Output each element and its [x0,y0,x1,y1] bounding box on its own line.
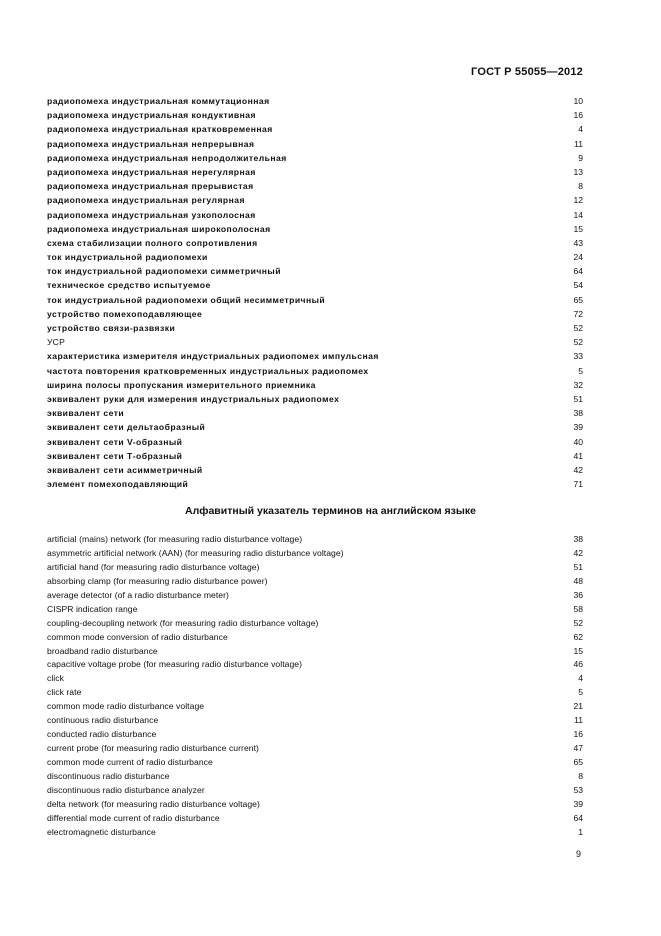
index-page-ref: 11 [574,138,583,149]
index-term: capacitive voltage probe (for measuring radio disturbance voltage) [47,659,303,670]
index-entry [47,420,583,434]
index-term: common mode radio disturbance voltage [47,701,205,712]
index-page-ref: 65 [573,757,583,767]
index-entry [47,631,583,645]
index-page-ref: 71 [573,479,583,490]
index-entry [47,658,583,672]
index-entry [47,784,583,798]
index-page-ref: 14 [573,209,583,220]
index-term: радиопомеха индустриальная непрерывная [47,138,255,149]
index-page-ref: 47 [573,743,583,754]
index-term: УСР [47,337,65,348]
index-page-ref: 9 [578,152,583,163]
index-term: радиопомеха индустриальная нерегулярная [47,166,256,177]
index-page-ref: 42 [573,464,583,475]
index-term: радиопомеха индустриальная прерывистая [47,181,254,192]
index-term: broadband radio disturbance [47,645,158,656]
index-term: ток индустриальной радиопомехи [47,252,208,263]
index-term: coupling-decoupling network (for measuring radio disturbance voltage) [47,617,319,628]
index-page-ref: 54 [573,280,583,291]
index-page-ref: 15 [573,645,583,656]
index-page-ref: 42 [573,547,583,558]
index-entry [47,122,583,136]
index-page-ref: 65 [573,294,583,305]
index-page-ref: 64 [573,266,583,277]
index-entry [47,714,583,728]
index-page-ref: 16 [573,729,583,740]
index-entry [47,165,583,179]
index-page-ref: 52 [573,323,583,333]
index-page-ref: 1 [578,826,583,837]
index-page-ref: 39 [573,422,583,433]
index-entry [47,686,583,700]
index-term: ток индустриальной радиопомехи симметричный [47,266,281,277]
index-entry [47,208,583,222]
index-page-ref: 24 [573,252,583,263]
index-entry [47,812,583,826]
index-entry [47,770,583,784]
index-page-ref: 16 [573,110,583,121]
index-page-ref: 51 [573,393,583,404]
index-entry [47,728,583,742]
index-page-ref: 33 [573,351,583,362]
index-page-ref: 12 [573,195,583,206]
index-entry [47,756,583,770]
index-entry [47,477,583,491]
index-term: common mode current of radio disturbance [47,757,213,767]
index-page-ref: 62 [573,631,583,642]
index-term: эквивалент сети [47,408,125,419]
index-entry [47,700,583,714]
index-page-ref: 41 [573,450,583,461]
index-page-ref: 13 [573,166,583,177]
index-term: эквивалент сети дельтаобразный [47,422,206,433]
index-term: радиопомеха индустриальная кондуктивная [47,110,256,121]
index-page-ref: 15 [573,223,583,234]
index-term: asymmetric artificial network (AAN) (for measuring radio disturbance voltage) [47,547,344,558]
index-entry [47,94,583,108]
index-entry [47,278,583,292]
index-term: click [47,673,64,684]
index-entry [47,321,583,335]
index-entry [47,307,583,321]
index-entry [47,798,583,812]
index-term: click rate [47,687,82,698]
index-page-ref: 72 [573,308,583,319]
index-term: electromagnetic disturbance [47,826,156,837]
index-page-ref: 48 [573,575,583,586]
index-entry [47,250,583,264]
index-term: радиопомеха индустриальная кратковременная [47,124,273,135]
index-term: absorbing clamp (for measuring radio disturbance power) [47,575,268,586]
index-entry [47,378,583,392]
document-standard-header: ГОСТ Р 55055—2012 [471,66,583,78]
index-page-ref: 4 [578,673,583,684]
index-page-ref: 51 [573,561,583,572]
index-term: устройство помехоподавляющее [47,308,203,319]
index-term: схема стабилизации полного сопротивления [47,237,258,248]
index-entry [47,575,583,589]
index-term: техническое средство испытуемое [47,280,211,291]
index-term: CISPR indication range [47,603,138,614]
index-page-ref: 58 [573,603,583,614]
index-entry [47,236,583,250]
index-page-ref: 52 [573,617,583,628]
index-entry [47,463,583,477]
index-term: discontinuous radio disturbance analyzer [47,784,205,795]
index-term: устройство связи-развязки [47,323,176,333]
index-entry [47,547,583,561]
index-entry [47,108,583,122]
index-entry [47,335,583,349]
russian-term-index [47,94,583,491]
index-page-ref: 38 [573,534,583,544]
page-number: 9 [575,849,581,859]
index-entry [47,222,583,236]
index-term: artificial hand (for measuring radio disturbance voltage) [47,561,260,572]
index-entry [47,617,583,631]
index-page-ref: 21 [573,701,583,712]
index-entry [47,364,583,378]
english-term-index [47,533,583,840]
index-entry [47,826,583,840]
index-page-ref: 39 [573,798,583,809]
index-page-ref: 32 [573,379,583,390]
index-term: радиопомеха индустриальная регулярная [47,195,245,206]
index-entry [47,603,583,617]
index-page-ref: 40 [573,436,583,447]
index-page-ref: 52 [573,337,583,348]
index-term: эквивалент сети асимметричный [47,464,203,475]
index-entry [47,561,583,575]
index-entry [47,264,583,278]
index-page-ref: 8 [578,181,583,192]
index-entry [47,645,583,659]
index-entry [47,589,583,603]
index-term: характеристика измерителя индустриальных радиопомех импульсная [47,351,379,362]
index-entry [47,179,583,193]
index-entry [47,533,583,547]
index-page-ref: 38 [573,408,583,419]
index-page-ref: 43 [573,237,583,248]
english-index-title: Алфавитный указатель терминов на английском языке [185,505,476,517]
index-page-ref: 53 [573,784,583,795]
index-term: delta network (for measuring radio disturbance voltage) [47,798,260,809]
index-term: conducted radio disturbance [47,729,157,740]
index-term: ток индустриальной радиопомехи общий несимметричный [47,294,326,305]
index-page-ref: 5 [578,687,583,698]
index-page-ref: 5 [578,365,583,376]
index-page-ref: 64 [573,812,583,823]
index-term: эквивалент руки для измерения индустриальных радиопомех [47,393,340,404]
index-term: artificial (mains) network (for measuring radio disturbance voltage) [47,534,303,544]
index-page-ref: 11 [574,715,583,726]
index-term: ширина полосы пропускания измерительного приемника [47,379,316,390]
index-term: радиопомеха индустриальная коммутационная [47,96,270,106]
index-entry [47,193,583,207]
index-page-ref: 46 [573,659,583,670]
index-term: average detector (of a radio disturbance meter) [47,589,229,600]
index-entry [47,449,583,463]
index-entry [47,742,583,756]
index-entry [47,672,583,686]
index-term: частота повторения кратковременных индустриальных радиопомех [47,365,369,376]
index-term: current probe (for measuring radio disturbance current) [47,743,259,754]
index-term: радиопомеха индустриальная узкополосная [47,209,256,220]
index-entry [47,137,583,151]
index-entry [47,151,583,165]
index-term: differential mode current of radio disturbance [47,812,220,823]
index-entry [47,392,583,406]
index-term: continuous radio disturbance [47,715,159,726]
index-term: discontinuous radio disturbance [47,770,170,781]
index-term: радиопомеха индустриальная непродолжительная [47,152,287,163]
index-term: радиопомеха индустриальная широкополосная [47,223,271,234]
index-term: эквивалент сети V-образный [47,436,183,447]
index-entry [47,406,583,420]
index-term: эквивалент сети Т-образный [47,450,183,461]
index-term: элемент помехоподавляющий [47,479,189,490]
index-entry [47,435,583,449]
index-page-ref: 4 [578,124,583,135]
index-page-ref: 8 [578,770,583,781]
index-page-ref: 10 [573,96,583,106]
index-entry [47,293,583,307]
index-entry [47,349,583,363]
index-term: common mode conversion of radio disturbance [47,631,228,642]
index-page-ref: 36 [573,589,583,600]
